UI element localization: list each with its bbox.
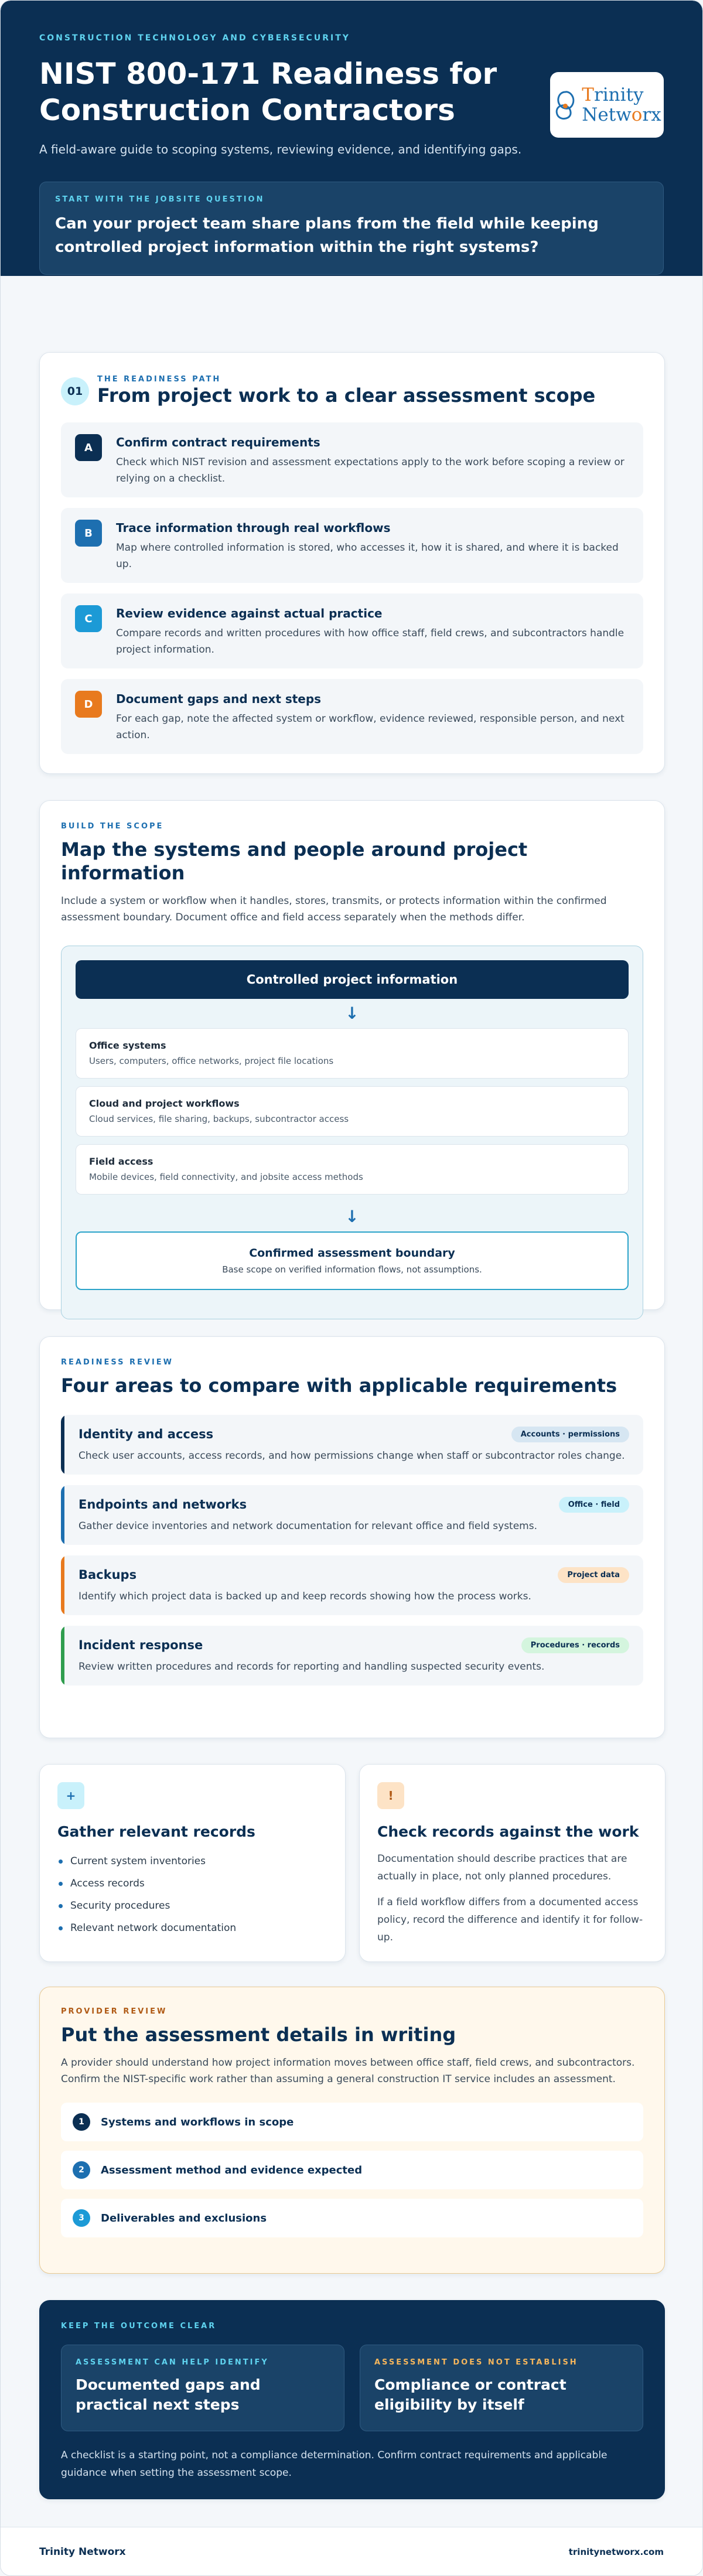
review-title: Four areas to compare with applicable requirements — [61, 1374, 617, 1397]
gather-records-card — [39, 1764, 346, 1962]
provider-title: Put the assessment details in writing — [61, 2024, 456, 2046]
check-records-card — [359, 1764, 666, 1962]
outcome-note: A checklist is a starting point, not a compliance determination. Confirm contract requirements and applicable guidance when setting the assessment scope. — [61, 2449, 608, 2479]
deliverable-item — [61, 2199, 643, 2237]
arrow-down-icon: ↓ — [345, 1207, 359, 1226]
check-paragraph: Documentation should describe practices that are actually in place, not only planned procedures. — [377, 1853, 627, 1882]
hero-header — [1, 1, 702, 276]
deliverable-item — [61, 2103, 643, 2141]
deliverable-text: Systems and workflows in scope — [101, 2116, 294, 2128]
outcome-can-eyebrow: ASSESSMENT CAN HELP IDENTIFY — [76, 2358, 269, 2367]
review-area-item — [61, 1415, 643, 1475]
scope-eyebrow: BUILD THE SCOPE — [61, 822, 164, 831]
outcome-can-title: Documented gaps and practical next steps — [76, 2376, 261, 2413]
footer-brand: Trinity Networx — [39, 2546, 126, 2558]
list-item: Access records — [57, 1872, 327, 1895]
readiness-review-card — [39, 1336, 665, 1738]
plus-icon: + — [57, 1782, 84, 1809]
area-desc: Identify which project data is backed up and keep records showing how the process works. — [79, 1591, 531, 1602]
area-title: Endpoints and networks — [79, 1497, 247, 1512]
deliverable-list — [61, 2103, 643, 2237]
list-item: Security procedures — [57, 1895, 327, 1917]
hero-eyebrow: CONSTRUCTION TECHNOLOGY AND CYBERSECURITY — [39, 33, 350, 43]
step-desc: Map where controlled information is stored, who accesses it, how it is shared, and where it is backed up. — [116, 542, 619, 570]
area-title: Identity and access — [79, 1427, 214, 1441]
page-footer — [1, 2527, 702, 2576]
scope-system-desc: Mobile devices, field connectivity, and jobsite access methods — [89, 1172, 363, 1182]
provider-review-card — [39, 1987, 665, 2274]
boundary-title: Confirmed assessment boundary — [249, 1247, 455, 1260]
check-title: Check records against the work — [377, 1823, 639, 1840]
step-desc: For each gap, note the affected system or workflow, evidence reviewed, responsible person, and next action. — [116, 713, 624, 741]
deliverable-number: 2 — [73, 2161, 90, 2179]
hero-subtitle: A field-aware guide to scoping systems, reviewing evidence, and identifying gaps. — [39, 142, 522, 156]
area-tag-badge: Project data — [558, 1567, 629, 1583]
readiness-path-header — [61, 375, 643, 407]
gather-title: Gather relevant records — [57, 1823, 255, 1840]
area-tag-badge: Office · field — [559, 1497, 629, 1513]
review-area-list — [61, 1415, 643, 1686]
assessment-boundary-node — [76, 1231, 629, 1290]
list-item: Current system inventories — [57, 1850, 327, 1872]
outcome-not-box — [360, 2345, 643, 2431]
readiness-path-card — [39, 352, 665, 774]
scope-system-desc: Users, computers, office networks, project file locations — [89, 1056, 334, 1066]
step-title: Document gaps and next steps — [116, 692, 322, 706]
scope-diagram — [61, 946, 643, 1319]
outcome-not-eyebrow: ASSESSMENT DOES NOT ESTABLISH — [374, 2358, 578, 2367]
step-list — [61, 422, 643, 754]
outcome-not-title: Compliance or contract eligibility by itself — [374, 2376, 567, 2413]
check-paragraph: If a field workflow differs from a documented access policy, record the difference and identify it for follow-up. — [377, 1896, 643, 1943]
page-title: NIST 800-171 Readiness for Construction Contractors — [39, 57, 497, 127]
arrow-down-icon: ↓ — [345, 1004, 359, 1023]
brand-logo — [550, 72, 664, 138]
scope-title: Map the systems and people around project information — [61, 838, 528, 884]
step-title: Confirm contract requirements — [116, 435, 320, 449]
question-eyebrow: START WITH THE JOBSITE QUESTION — [55, 195, 265, 204]
outcome-card — [39, 2300, 665, 2499]
review-area-item — [61, 1555, 643, 1615]
scope-system-desc: Cloud services, file sharing, backups, subcontractor access — [89, 1114, 349, 1124]
logo-wordmark: Trinity Networx — [582, 84, 661, 125]
area-desc: Review written procedures and records for reporting and handling suspected security events. — [79, 1661, 545, 1673]
scope-desc: Include a system or workflow when it handles, stores, transmits, or protects information within the confirmed assessment boundary. Document office and field access separately when the methods differ. — [61, 895, 607, 923]
deliverable-text: Assessment method and evidence expected — [101, 2164, 363, 2176]
step-letter-badge: C — [75, 605, 102, 632]
deliverable-item — [61, 2151, 643, 2189]
scope-system-item — [76, 1028, 629, 1079]
outcome-row — [61, 2345, 643, 2431]
scope-card — [39, 800, 665, 1310]
area-tag-badge: Accounts · permissions — [511, 1427, 629, 1442]
area-desc: Gather device inventories and network documentation for relevant office and field systems. — [79, 1520, 537, 1532]
jobsite-question: Can your project team share plans from the field while keeping controlled project information within the right systems? — [55, 215, 599, 256]
boundary-desc: Base scope on verified information flows, not assumptions. — [222, 1264, 482, 1275]
deliverable-number: 1 — [73, 2113, 90, 2131]
deliverable-text: Deliverables and exclusions — [101, 2212, 267, 2224]
area-title: Backups — [79, 1568, 137, 1582]
area-tag-badge: Procedures · records — [521, 1637, 629, 1653]
provider-desc: A provider should understand how project information moves between office staff, field crews, and subcontractors. Confirm the NIST-specific work rather than assuming a general construction IT service includes an assessment. — [61, 2057, 635, 2085]
review-area-item — [61, 1485, 643, 1545]
provider-eyebrow: PROVIDER REVIEW — [61, 2007, 168, 2016]
step-item — [61, 679, 643, 754]
step-letter-badge: D — [75, 691, 102, 718]
alert-icon: ! — [377, 1782, 404, 1809]
outcome-can-box — [61, 2345, 344, 2431]
readiness-path-title: From project work to a clear assessment scope — [97, 384, 596, 407]
area-desc: Check user accounts, access records, and how permissions change when staff or subcontractor roles change. — [79, 1450, 625, 1462]
review-area-item — [61, 1626, 643, 1686]
scope-system-item — [76, 1144, 629, 1195]
step-item — [61, 422, 643, 497]
step-item — [61, 593, 643, 668]
step-item — [61, 508, 643, 583]
footer-url-link[interactable]: trinitynetworx.com — [568, 2546, 664, 2557]
scope-system-title: Office systems — [89, 1040, 166, 1051]
records-list — [57, 1850, 327, 1939]
area-title: Incident response — [79, 1638, 203, 1652]
outcome-eyebrow: KEEP THE OUTCOME CLEAR — [61, 2322, 217, 2331]
scope-system-title: Cloud and project workflows — [89, 1098, 240, 1109]
jobsite-question-box — [39, 182, 664, 275]
controlled-info-node: Controlled project information — [76, 960, 629, 999]
scope-system-item — [76, 1086, 629, 1137]
list-item: Relevant network documentation — [57, 1917, 327, 1939]
step-desc: Compare records and written procedures with how office staff, field crews, and subcontractors handle project information. — [116, 627, 624, 656]
step-title: Trace information through real workflows — [116, 521, 391, 535]
section-number-badge: 01 — [61, 377, 89, 405]
deliverable-number: 3 — [73, 2209, 90, 2227]
step-title: Review evidence against actual practice — [116, 606, 383, 620]
scope-system-title: Field access — [89, 1156, 153, 1167]
readiness-path-eyebrow: THE READINESS PATH — [97, 375, 221, 384]
trinity-knot-icon — [552, 88, 578, 121]
step-desc: Check which NIST revision and assessment expectations apply to the work before scoping a review or relying on a checklist. — [116, 456, 624, 485]
step-letter-badge: B — [75, 520, 102, 547]
review-eyebrow: READINESS REVIEW — [61, 1358, 174, 1367]
step-letter-badge: A — [75, 434, 102, 461]
